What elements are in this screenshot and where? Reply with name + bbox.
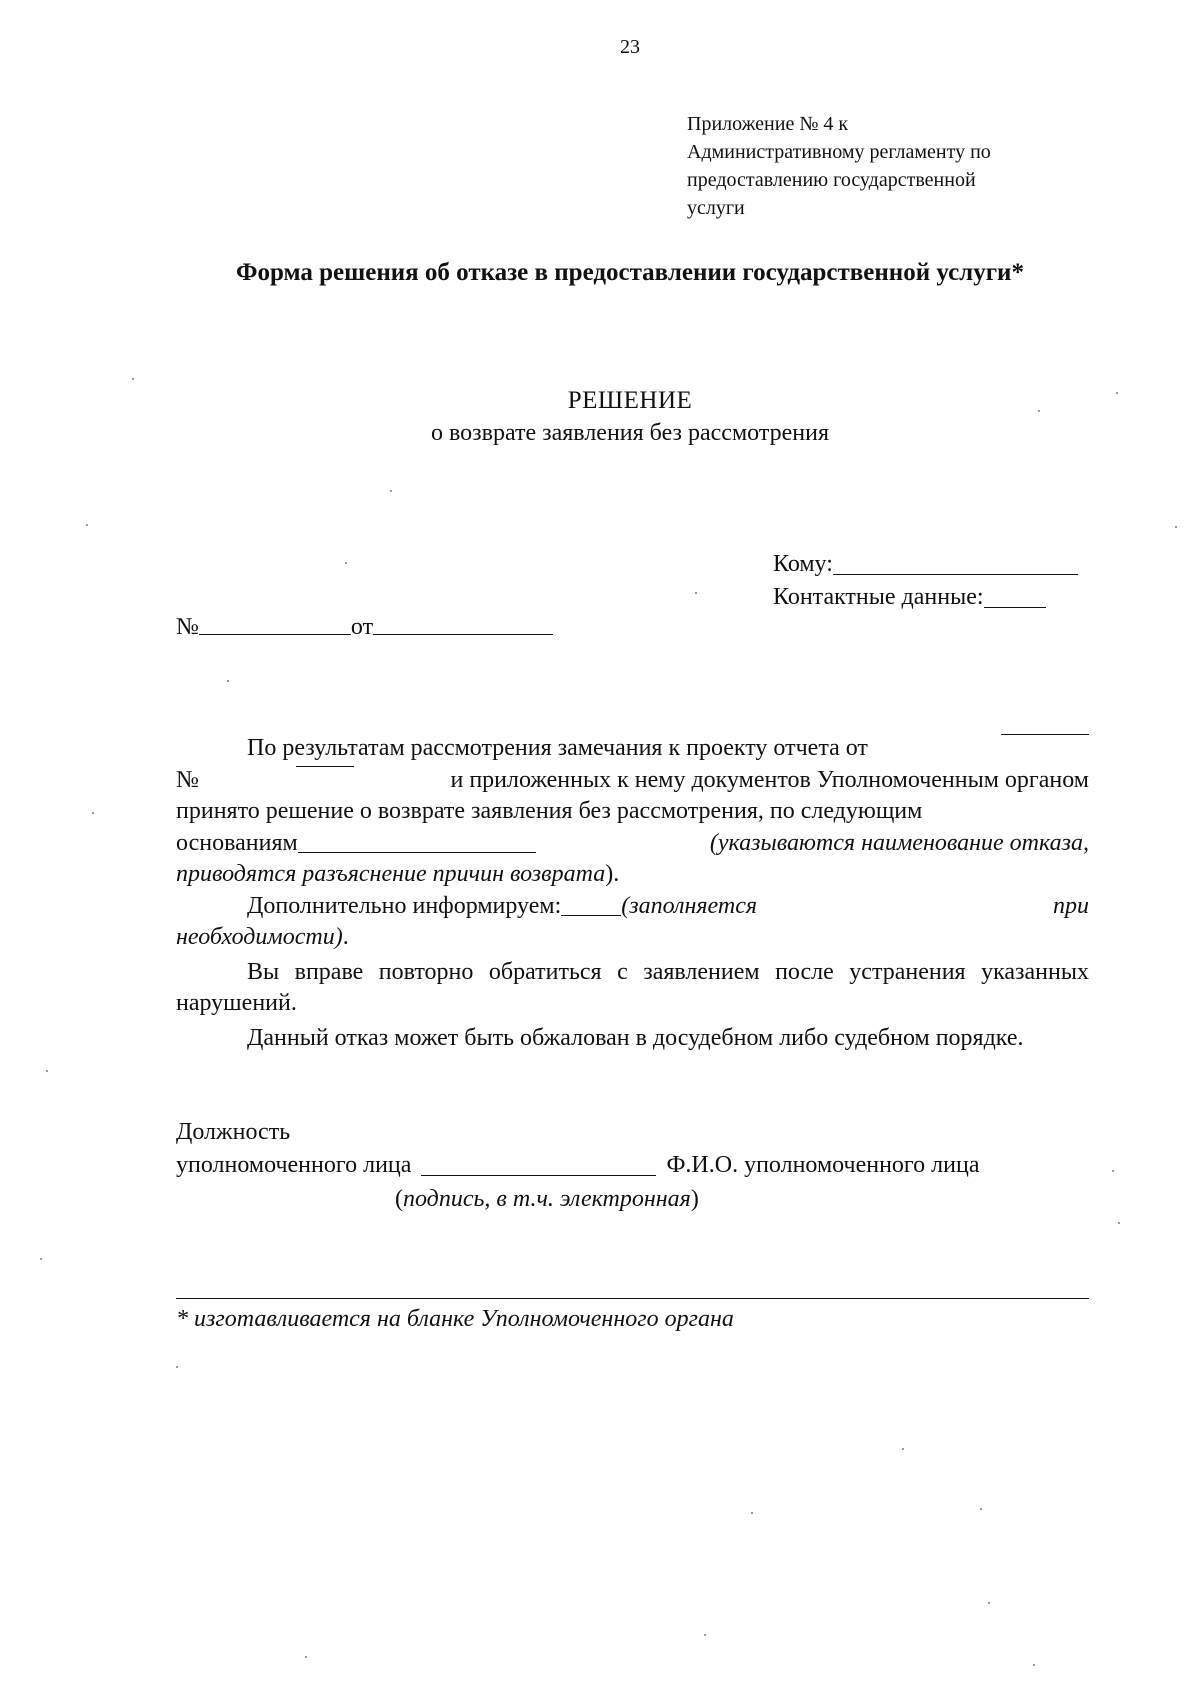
scan-speck [46,1070,48,1072]
grounds-label: основаниям [176,829,298,856]
signature-hint [395,1186,699,1213]
scan-speck [980,1508,982,1510]
body-line [176,891,1089,923]
grounds-hint: (указываются наименование отказа, [709,829,1089,856]
scan-speck [227,680,229,682]
body-text-span: По результатам рассмотрения замечания к проекту отчета от [247,735,868,761]
additional-info-hint: необходимости) [176,924,343,950]
appendix-line: Административному регламенту по [687,141,991,163]
body-line [176,828,1089,860]
scan-speck [176,1366,178,1368]
body-line [176,859,1089,891]
signature-blank[interactable] [421,1174,656,1176]
body-text-span: и приложенных к нему документов Уполномоченным органом [450,766,1089,793]
official-label: уполномоченного лица [176,1152,412,1178]
decision-body [176,733,1089,1054]
scan-speck [902,1448,904,1450]
decision-subtitle: о возврате заявления без рассмотрения [430,420,829,446]
recipient-to-row [773,548,1113,581]
scan-speck [92,812,94,814]
footnote-divider [176,1298,1089,1299]
scan-speck [1118,1222,1120,1224]
position-label: Должность [176,1119,291,1145]
page-number: 23 [620,36,640,58]
signature-hint-paren: ( [395,1186,403,1212]
body-line [176,733,1089,765]
scan-speck [132,378,134,380]
scan-speck [704,1634,706,1636]
scan-speck [86,524,88,526]
body-paragraph: Данный отказ может быть обжалован в досудебном либо судебном порядке. [247,1024,1024,1051]
scan-speck [751,1512,753,1514]
signature-row [176,1149,1106,1182]
body-text-span: принято решение о возврате заявления без рассмотрения, по следующим [176,798,923,824]
appendix-line: предоставлению государственной [687,169,976,191]
scan-speck [1033,1664,1035,1666]
number-label: № [176,614,199,640]
body-text-span: . [342,924,349,950]
appendix-note [687,110,1107,222]
additional-info-hint: при [1053,892,1089,919]
signature-hint-paren: ) [690,1186,699,1212]
body-paragraph: Вы вправе повторно обратиться с заявлением после устранения указанных нарушений. [176,958,1089,1016]
grounds-blank[interactable] [298,851,536,853]
grounds-group [176,828,536,860]
body-line [176,765,1089,797]
scan-speck [1038,410,1040,412]
report-number-blank[interactable] [296,765,354,767]
report-date-blank[interactable] [1001,733,1089,735]
scan-speck [1116,392,1118,394]
recipient-to-blank[interactable] [833,573,1078,575]
fio-label: Ф.И.О. уполномоченного лица [666,1152,980,1178]
additional-info-blank[interactable] [561,914,621,916]
body-line [176,796,1089,828]
appendix-line: услуги [687,197,745,219]
date-label: от [350,614,374,640]
number-blank[interactable] [199,633,351,635]
decision-title: РЕШЕНИЕ [567,387,693,414]
footnote: * изготавливается на бланке Уполномоченного органа [176,1306,734,1332]
scan-speck [305,1656,307,1658]
report-number-label: № [176,766,199,793]
scan-speck [988,1602,990,1604]
recipient-contact-row [773,581,1113,614]
scan-speck [390,490,392,492]
grounds-hint-continued: приводятся разъяснение причин возврата [176,861,606,887]
additional-info-group [247,891,757,923]
body-line [176,922,1089,954]
recipient-contact-blank[interactable] [984,606,1046,608]
signature-block [176,1116,1106,1182]
recipient-contact-label: Контактные данные: [773,584,984,610]
scan-speck [695,592,697,594]
scan-speck [1175,526,1177,528]
decision-number-line [176,614,553,641]
body-text-span: ). [605,861,620,887]
signature-hint-text: подпись, в т.ч. электронная [403,1186,691,1212]
additional-info-hint: (заполняется [621,892,758,919]
recipient-block [773,548,1113,614]
scan-speck [1112,1170,1114,1172]
appendix-line: Приложение № 4 к [687,113,849,135]
recipient-to-label: Кому: [773,551,833,577]
date-blank[interactable] [373,633,553,635]
scan-speck [40,1258,42,1260]
form-title: Форма решения об отказе в предоставлении государственной услуги* [236,259,1024,286]
scan-speck [345,562,347,564]
additional-info-label: Дополнительно информируем: [247,892,562,919]
